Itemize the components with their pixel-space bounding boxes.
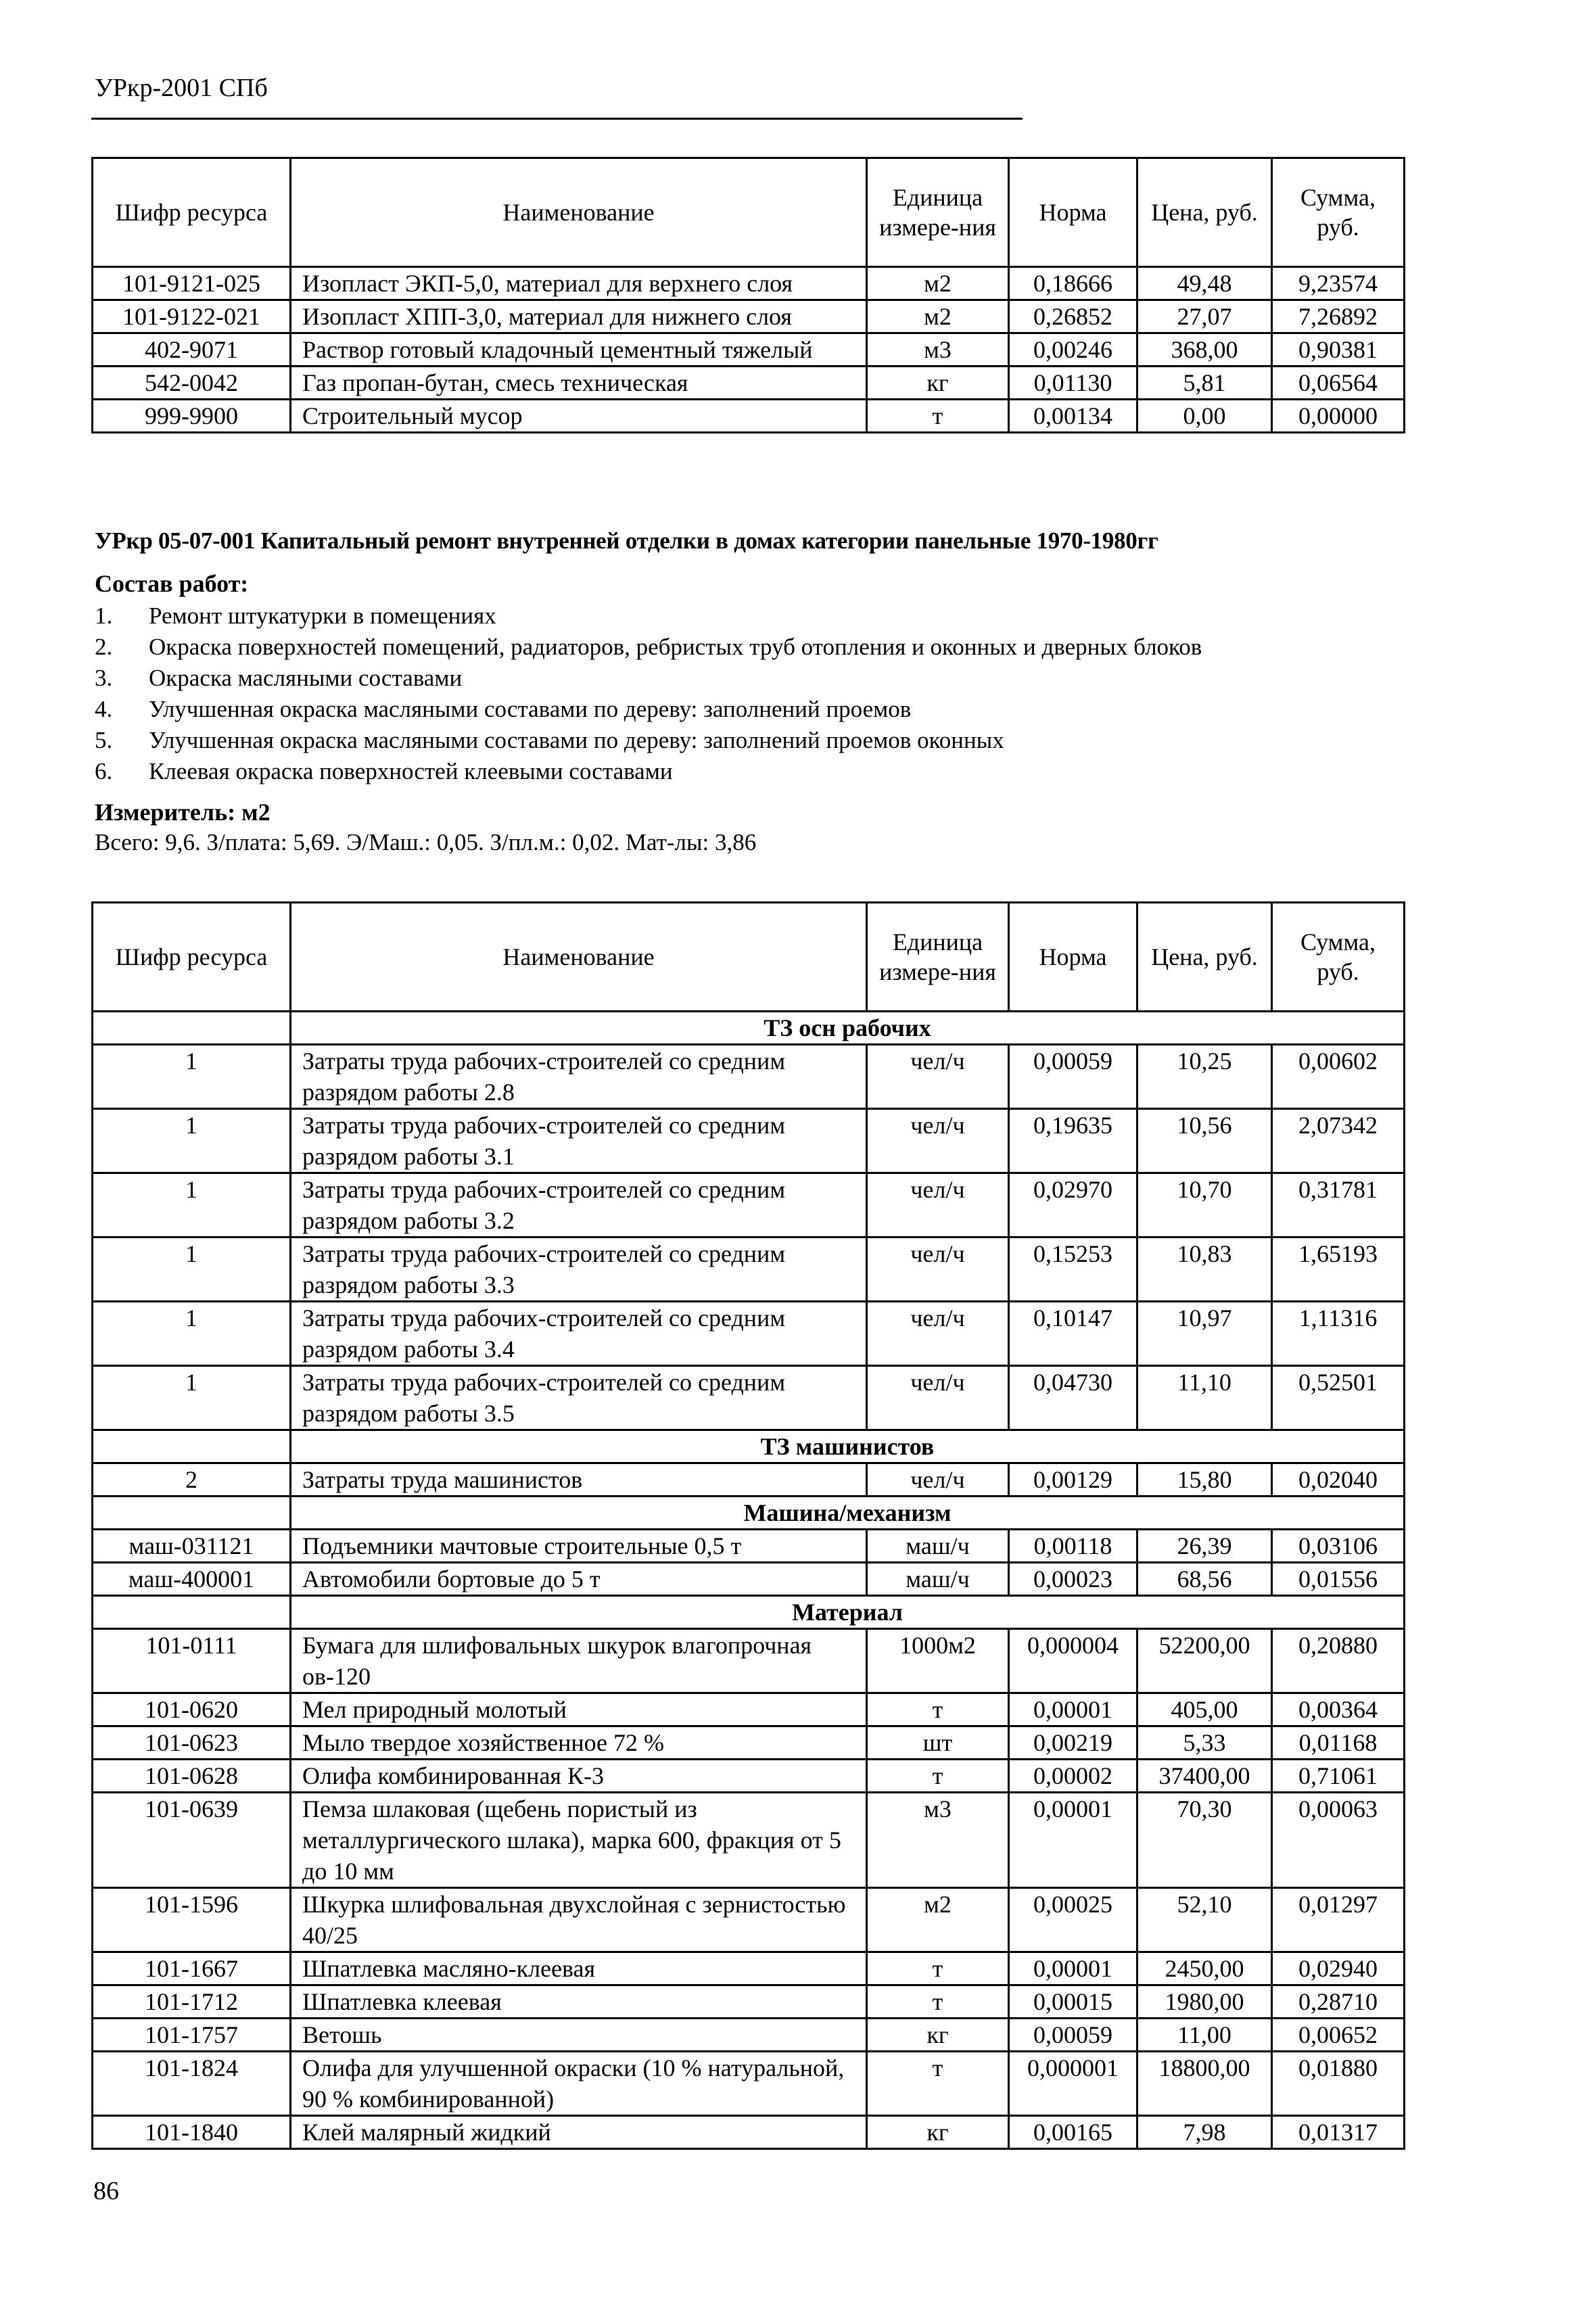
works-label: Состав работ: — [95, 570, 249, 597]
cell-unit: т — [867, 1760, 1009, 1793]
cell-unit: 1000м2 — [867, 1629, 1009, 1693]
cell-sum: 0,01880 — [1272, 2052, 1405, 2116]
cell-price: 10,70 — [1137, 1173, 1272, 1238]
cell-price: 37400,00 — [1137, 1760, 1272, 1793]
cell-norm: 0,26852 — [1009, 300, 1137, 333]
cell-price: 52200,00 — [1137, 1629, 1272, 1693]
section-empty-cell — [93, 1497, 291, 1530]
table-row — [93, 367, 1405, 400]
cell-price: 52,10 — [1137, 1888, 1272, 1952]
cell-unit: м2 — [867, 267, 1009, 300]
table-row — [93, 1793, 1405, 1888]
cell-norm: 0,02970 — [1009, 1173, 1137, 1238]
cell-norm: 0,18666 — [1009, 267, 1137, 300]
table-row — [93, 2116, 1405, 2149]
cell-code: 101-1840 — [93, 2116, 291, 2149]
cell-unit: м3 — [867, 333, 1009, 367]
cell-norm: 0,000004 — [1009, 1629, 1137, 1693]
cell-price: 11,10 — [1137, 1366, 1272, 1430]
cell-name: Затраты труда рабочих-строителей со средним разрядом работы 2.8 — [291, 1045, 867, 1109]
cell-code: маш-400001 — [93, 1563, 291, 1596]
section-row — [93, 1596, 1405, 1629]
cell-sum: 0,00602 — [1272, 1045, 1405, 1109]
cell-code: 101-0620 — [93, 1693, 291, 1726]
cell-price: 1980,00 — [1137, 1985, 1272, 2019]
table-row — [93, 1238, 1405, 1302]
table-row — [93, 1366, 1405, 1430]
cell-name: Бумага для шлифовальных шкурок влагопрочная ов-120 — [291, 1629, 867, 1693]
cell-norm: 0,00001 — [1009, 1693, 1137, 1726]
cell-norm: 0,04730 — [1009, 1366, 1137, 1430]
cell-unit: кг — [867, 367, 1009, 400]
section-empty-cell — [93, 1596, 291, 1629]
cell-name: Ветошь — [291, 2019, 867, 2052]
cell-norm: 0,00246 — [1009, 333, 1137, 367]
cell-unit: т — [867, 400, 1009, 433]
cell-code: 101-0628 — [93, 1760, 291, 1793]
table-body — [93, 267, 1405, 433]
cell-sum: 0,00364 — [1272, 1693, 1405, 1726]
cell-code: 1 — [93, 1238, 291, 1302]
cell-sum: 0,02040 — [1272, 1463, 1405, 1497]
cell-price: 0,00 — [1137, 400, 1272, 433]
cell-unit: м2 — [867, 1888, 1009, 1952]
cell-code: 1 — [93, 1109, 291, 1173]
item-number: 1. — [95, 603, 113, 629]
cell-code: 1 — [93, 1366, 291, 1430]
running-title: УРкр-2001 СПб — [95, 74, 268, 102]
works-list-item — [95, 725, 1202, 756]
cell-unit: маш/ч — [867, 1530, 1009, 1563]
cell-unit: чел/ч — [867, 1045, 1009, 1109]
section-empty-cell — [93, 1012, 291, 1045]
section-row — [93, 1012, 1405, 1045]
cell-price: 49,48 — [1137, 267, 1272, 300]
cell-sum: 2,07342 — [1272, 1109, 1405, 1173]
cell-unit: чел/ч — [867, 1366, 1009, 1430]
cell-unit: т — [867, 2052, 1009, 2116]
cell-sum: 0,71061 — [1272, 1760, 1405, 1793]
column-header-name: Наименование — [291, 158, 867, 267]
item-number: 6. — [95, 758, 113, 784]
cell-price: 5,33 — [1137, 1726, 1272, 1760]
cell-sum: 0,01297 — [1272, 1888, 1405, 1952]
cell-sum: 0,00652 — [1272, 2019, 1405, 2052]
cell-price: 405,00 — [1137, 1693, 1272, 1726]
cell-sum: 1,65193 — [1272, 1238, 1405, 1302]
cell-name: Шкурка шлифовальная двухслойная с зернистостью 40/25 — [291, 1888, 867, 1952]
cell-sum: 7,26892 — [1272, 300, 1405, 333]
table-row — [93, 1693, 1405, 1726]
cost-totals: Всего: 9,6. З/плата: 5,69. Э/Маш.: 0,05. З/пл.м.: 0,02. Мат-лы: 3,86 — [95, 829, 757, 855]
cell-name: Олифа комбинированная К-3 — [291, 1760, 867, 1793]
cell-name: Газ пропан-бутан, смесь техническая — [291, 367, 867, 400]
item-text: Улучшенная окраска масляными составами по дереву: заполнений проемов — [149, 696, 912, 722]
cell-norm: 0,00015 — [1009, 1985, 1137, 2019]
cell-unit: чел/ч — [867, 1302, 1009, 1366]
works-list — [95, 600, 1202, 787]
cell-unit: чел/ч — [867, 1109, 1009, 1173]
cell-name: Мел природный молотый — [291, 1693, 867, 1726]
cell-price: 7,98 — [1137, 2116, 1272, 2149]
table-row — [93, 2052, 1405, 2116]
cell-norm: 0,00025 — [1009, 1888, 1137, 1952]
item-number: 3. — [95, 665, 113, 691]
cell-norm: 0,00219 — [1009, 1726, 1137, 1760]
cell-price: 70,30 — [1137, 1793, 1272, 1888]
cell-price: 10,56 — [1137, 1109, 1272, 1173]
works-list-item — [95, 756, 1202, 787]
cell-price: 10,97 — [1137, 1302, 1272, 1366]
cell-price: 15,80 — [1137, 1463, 1272, 1497]
table-header-row — [93, 158, 1405, 267]
cell-sum: 0,20880 — [1272, 1629, 1405, 1693]
cell-unit: чел/ч — [867, 1173, 1009, 1238]
table-body — [93, 1012, 1405, 2149]
works-list-item — [95, 663, 1202, 694]
cell-code: 101-0623 — [93, 1726, 291, 1760]
cell-name: Шпатлевка клеевая — [291, 1985, 867, 2019]
item-text: Окраска масляными составами — [149, 665, 463, 691]
cell-norm: 0,00059 — [1009, 1045, 1137, 1109]
item-number: 2. — [95, 634, 113, 660]
cell-price: 368,00 — [1137, 333, 1272, 367]
cell-name: Затраты труда рабочих-строителей со средним разрядом работы 3.4 — [291, 1302, 867, 1366]
cell-name: Пемза шлаковая (щебень пористый из металлургического шлака), марка 600, фракция от 5 до 10 мм — [291, 1793, 867, 1888]
table-row — [93, 1726, 1405, 1760]
cell-name: Строительный мусор — [291, 400, 867, 433]
cell-norm: 0,00002 — [1009, 1760, 1137, 1793]
cell-sum: 0,00063 — [1272, 1793, 1405, 1888]
works-list-item — [95, 600, 1202, 632]
cell-name: Шпатлевка масляно-клеевая — [291, 1952, 867, 1985]
column-header-sum: Сумма, руб. — [1272, 903, 1405, 1012]
cell-price: 2450,00 — [1137, 1952, 1272, 1985]
cell-price: 10,25 — [1137, 1045, 1272, 1109]
column-header-sum: Сумма, руб. — [1272, 158, 1405, 267]
cell-norm: 0,000001 — [1009, 2052, 1137, 2116]
cell-code: 101-1824 — [93, 2052, 291, 2116]
works-list-item — [95, 632, 1202, 663]
table-row — [93, 1563, 1405, 1596]
column-header-price: Цена, руб. — [1137, 158, 1272, 267]
cell-unit: м2 — [867, 300, 1009, 333]
table-row — [93, 1463, 1405, 1497]
cell-unit: шт — [867, 1726, 1009, 1760]
column-header-price: Цена, руб. — [1137, 903, 1272, 1012]
cell-norm: 0,00001 — [1009, 1952, 1137, 1985]
table-row — [93, 2019, 1405, 2052]
works-list-item — [95, 694, 1202, 725]
cell-price: 18800,00 — [1137, 2052, 1272, 2116]
column-header-unit: Единица измере-ния — [867, 158, 1009, 267]
cell-name: Олифа для улучшенной окраски (10 % натуральной, 90 % комбинированной) — [291, 2052, 867, 2116]
table-row — [93, 1629, 1405, 1693]
cell-norm: 0,00165 — [1009, 2116, 1137, 2149]
table-row — [93, 267, 1405, 300]
cell-sum: 0,01168 — [1272, 1726, 1405, 1760]
table-row — [93, 1173, 1405, 1238]
section-label: ТЗ осн рабочих — [291, 1012, 1405, 1045]
cell-sum: 0,52501 — [1272, 1366, 1405, 1430]
cell-sum: 0,01317 — [1272, 2116, 1405, 2149]
table-header-row — [93, 903, 1405, 1012]
cell-code: 402-9071 — [93, 333, 291, 367]
cell-sum: 1,11316 — [1272, 1302, 1405, 1366]
cell-unit: т — [867, 1952, 1009, 1985]
cell-unit: кг — [867, 2116, 1009, 2149]
cell-code: 542-0042 — [93, 367, 291, 400]
item-number: 4. — [95, 696, 113, 722]
table-row — [93, 1109, 1405, 1173]
cell-unit: кг — [867, 2019, 1009, 2052]
cell-code: 101-1712 — [93, 1985, 291, 2019]
cell-unit: чел/ч — [867, 1238, 1009, 1302]
table-row — [93, 1985, 1405, 2019]
cell-sum: 0,02940 — [1272, 1952, 1405, 1985]
item-text: Клеевая окраска поверхностей клеевыми составами — [149, 758, 673, 784]
cell-name: Изопласт ЭКП-5,0, материал для верхнего слоя — [291, 267, 867, 300]
cell-code: 1 — [93, 1173, 291, 1238]
cell-unit: маш/ч — [867, 1563, 1009, 1596]
cell-name: Изопласт ХПП-3,0, материал для нижнего слоя — [291, 300, 867, 333]
cell-unit: т — [867, 1985, 1009, 2019]
section-row — [93, 1430, 1405, 1463]
resource-table-1 — [91, 157, 1405, 433]
cell-price: 5,81 — [1137, 367, 1272, 400]
cell-name: Затраты труда рабочих-строителей со средним разрядом работы 3.2 — [291, 1173, 867, 1238]
cell-sum: 0,28710 — [1272, 1985, 1405, 2019]
cell-norm: 0,00118 — [1009, 1530, 1137, 1563]
table-row — [93, 1530, 1405, 1563]
table-row — [93, 333, 1405, 367]
header-divider — [91, 118, 1023, 120]
cell-name: Мыло твердое хозяйственное 72 % — [291, 1726, 867, 1760]
resource-table-2 — [91, 901, 1405, 2150]
cell-code: 101-9122-021 — [93, 300, 291, 333]
column-header-code: Шифр ресурса — [93, 903, 291, 1012]
cell-unit: чел/ч — [867, 1463, 1009, 1497]
cell-name: Клей малярный жидкий — [291, 2116, 867, 2149]
item-text: Улучшенная окраска масляными составами по дереву: заполнений проемов оконных — [149, 727, 1004, 753]
cell-price: 27,07 — [1137, 300, 1272, 333]
column-header-code: Шифр ресурса — [93, 158, 291, 267]
cell-sum: 0,31781 — [1272, 1173, 1405, 1238]
item-number: 5. — [95, 727, 113, 753]
cell-name: Затраты труда рабочих-строителей со средним разрядом работы 3.3 — [291, 1238, 867, 1302]
cell-name: Подъемники мачтовые строительные 0,5 т — [291, 1530, 867, 1563]
cell-unit: т — [867, 1693, 1009, 1726]
cell-price: 68,56 — [1137, 1563, 1272, 1596]
cell-norm: 0,19635 — [1009, 1109, 1137, 1173]
table-row — [93, 1760, 1405, 1793]
cell-code: 999-9900 — [93, 400, 291, 433]
section-title: УРкр 05-07-001 Капитальный ремонт внутренней отделки в домах категории панельные 1970-1980гг — [95, 527, 1158, 554]
cell-sum: 0,03106 — [1272, 1530, 1405, 1563]
table-row — [93, 1045, 1405, 1109]
cell-norm: 0,00059 — [1009, 2019, 1137, 2052]
cell-code: 101-1596 — [93, 1888, 291, 1952]
section-label: ТЗ машинистов — [291, 1430, 1405, 1463]
cell-code: 101-1757 — [93, 2019, 291, 2052]
cell-sum: 0,01556 — [1272, 1563, 1405, 1596]
cell-code: 1 — [93, 1045, 291, 1109]
table-row — [93, 400, 1405, 433]
measure-unit: Измеритель: м2 — [95, 799, 271, 826]
cell-norm: 0,00134 — [1009, 400, 1137, 433]
table-row — [93, 1302, 1405, 1366]
cell-norm: 0,10147 — [1009, 1302, 1137, 1366]
cell-sum: 9,23574 — [1272, 267, 1405, 300]
cell-price: 10,83 — [1137, 1238, 1272, 1302]
cell-sum: 0,06564 — [1272, 367, 1405, 400]
item-text: Окраска поверхностей помещений, радиаторов, ребристых труб отопления и оконных и дверных блоков — [149, 634, 1202, 660]
cell-sum: 0,00000 — [1272, 400, 1405, 433]
table-row — [93, 1888, 1405, 1952]
cell-norm: 0,00023 — [1009, 1563, 1137, 1596]
cell-sum: 0,90381 — [1272, 333, 1405, 367]
cell-norm: 0,01130 — [1009, 367, 1137, 400]
cell-name: Затраты труда машинистов — [291, 1463, 867, 1497]
cell-unit: м3 — [867, 1793, 1009, 1888]
cell-name: Автомобили бортовые до 5 т — [291, 1563, 867, 1596]
column-header-name: Наименование — [291, 903, 867, 1012]
table-row — [93, 300, 1405, 333]
section-label: Материал — [291, 1596, 1405, 1629]
cell-name: Затраты труда рабочих-строителей со средним разрядом работы 3.1 — [291, 1109, 867, 1173]
column-header-norm: Норма — [1009, 903, 1137, 1012]
cell-price: 11,00 — [1137, 2019, 1272, 2052]
cell-price: 26,39 — [1137, 1530, 1272, 1563]
cell-norm: 0,00129 — [1009, 1463, 1137, 1497]
cell-code: 101-0111 — [93, 1629, 291, 1693]
cell-code: 1 — [93, 1302, 291, 1366]
cell-norm: 0,00001 — [1009, 1793, 1137, 1888]
section-empty-cell — [93, 1430, 291, 1463]
item-text: Ремонт штукатурки в помещениях — [149, 603, 496, 629]
table-row — [93, 1952, 1405, 1985]
cell-code: 101-9121-025 — [93, 267, 291, 300]
section-label: Машина/механизм — [291, 1497, 1405, 1530]
cell-code: 101-0639 — [93, 1793, 291, 1888]
column-header-unit: Единица измере-ния — [867, 903, 1009, 1012]
cell-norm: 0,15253 — [1009, 1238, 1137, 1302]
cell-name: Затраты труда рабочих-строителей со средним разрядом работы 3.5 — [291, 1366, 867, 1430]
page-number: 86 — [93, 2177, 119, 2205]
cell-code: 2 — [93, 1463, 291, 1497]
column-header-norm: Норма — [1009, 158, 1137, 267]
cell-name: Раствор готовый кладочный цементный тяжелый — [291, 333, 867, 367]
cell-code: 101-1667 — [93, 1952, 291, 1985]
cell-code: маш-031121 — [93, 1530, 291, 1563]
section-row — [93, 1497, 1405, 1530]
